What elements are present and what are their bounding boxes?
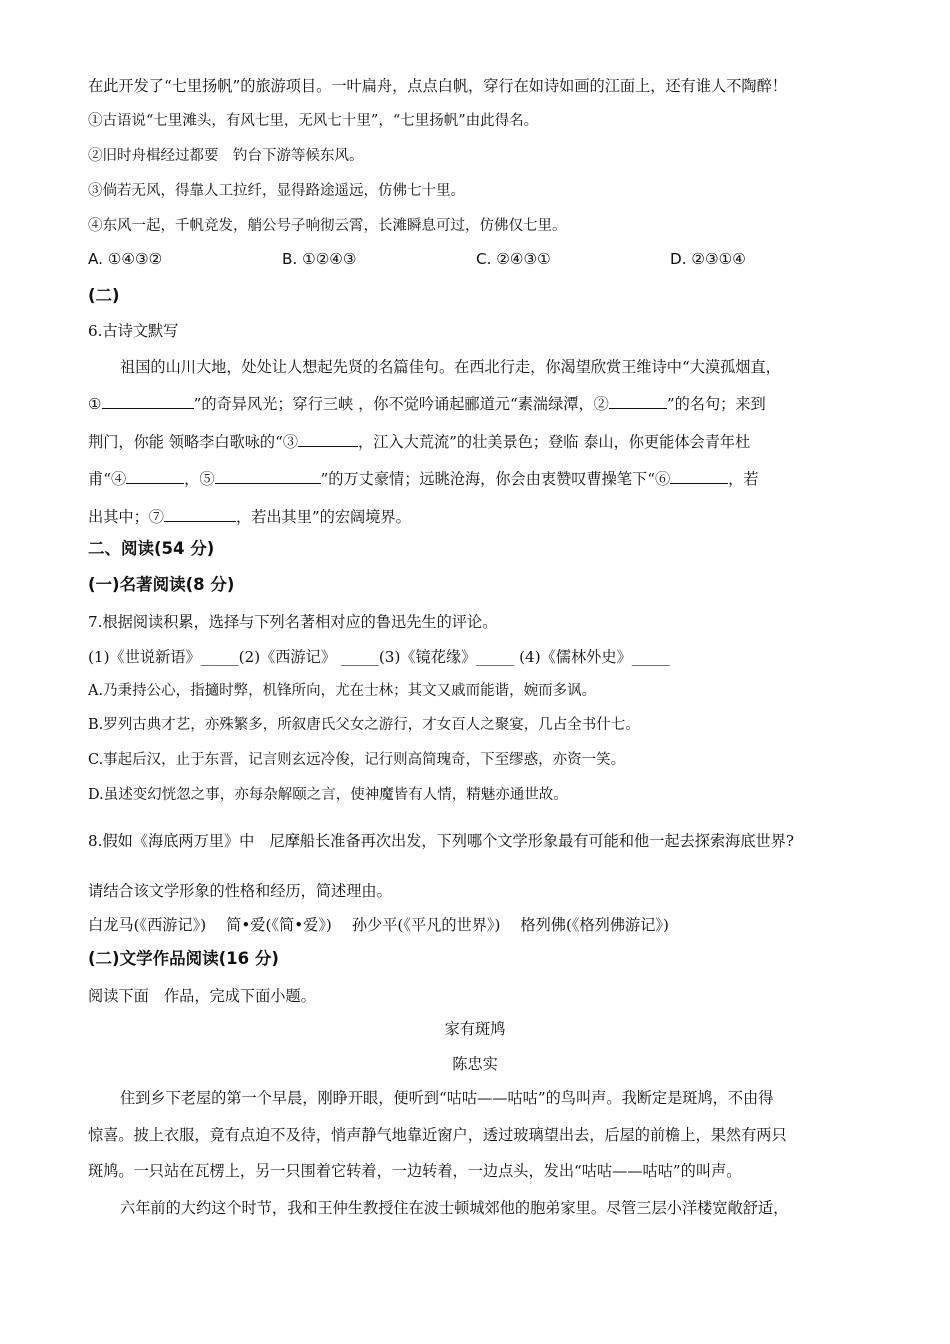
q8-choices: 白龙马(《西游记》) 简•爱(《简•爱》) 孙少平(《平凡的世界》) 格列佛(《格列佛游记》) [88,916,669,934]
q5-option-b: B. ①②④③ [282,250,357,268]
article-title: 家有斑鸠 [444,1020,506,1038]
q7-option-b: B.罗列古典才艺，亦殊繁多，所叙唐氏父女之游行，才女百人之聚宴，几占全书什七。 [88,717,640,733]
q6-line-2: ① ”的奇异风光；穿行三峡 ，你不觉吟诵起郦道元“素湍绿潭，② ”的名句；来到 [88,392,766,415]
blank-3-label: ③ [282,433,299,451]
q5-option-a: A. ①④③② [88,250,163,268]
section-two-heading: (二) [88,286,120,305]
section-literary-heading: (二)文学作品阅读(16 分) [88,949,279,968]
q6-title: 6.古诗文默写 [88,322,179,340]
blank-3[interactable] [298,430,358,447]
q7-option-c: C.事起后汉，止于东晋，记言则玄远冷俊，记行则高简瑰奇，下至缪惑，亦资一笑。 [88,752,626,768]
blank-5-label: ⑤ [199,470,215,488]
blank-7-label: ⑦ [148,508,164,526]
q5-sentence-4: ④东风一起，千帆竞发，艄公号子响彻云霄，长滩瞬息可过，仿佛仅七里。 [88,218,567,234]
section-reading-heading: 二、阅读(54 分) [88,539,215,558]
article-author: 陈忠实 [452,1055,498,1073]
article-p1-line-3: 斑鸠。一只站在瓦楞上，另一只围着它转着，一边转着，一边点头，发出“咕咕——咕咕”的叫声。 [88,1162,742,1180]
q7-title: 7.根据阅读积累，选择与下列名著相对应的鲁迅先生的评论。 [88,613,498,631]
q7-option-d: D.虽述变幻恍忽之事，亦每杂解颐之言，使神魔皆有人情，精魅亦通世故。 [88,787,568,803]
article-p1-line-2: 惊喜。披上衣服，竟有点迫不及待，悄声静气地靠近窗户，透过玻璃望出去，后屋的前檐上，果然有两只 [88,1126,787,1144]
q6-line-3: 荆门，你能 领略李白歌咏的“③ ，江入大荒流”的壮美景色；登临 泰山，你更能体会青年杜 [88,430,750,453]
blank-1[interactable] [102,392,194,409]
q5-sentence-3: ③倘若无风，得靠人工拉纤，显得路途遥远，仿佛七十里。 [88,183,465,199]
blank-5[interactable] [215,467,321,484]
article-p2-line-1: 六年前的大约这个时节，我和王仲生教授住在波士顿城郊他的胞弟家里。尽管三层小洋楼宽敞舒适， [120,1199,789,1217]
blank-4[interactable] [126,467,184,484]
q5-sentence-1: ①古语说“七里滩头，有风七里，无风七十里”，“七里扬帆”由此得名。 [88,113,539,129]
q7-option-a: A.乃秉持公心，指擿时弊，机锋所向，尤在士林；其文又戚而能谐，婉而多讽。 [88,683,597,699]
blank-6-label: ⑥ [654,470,671,488]
reading-instruction: 阅读下面 作品，完成下面小题。 [88,987,316,1005]
q6-line-4: 甫“④ ，⑤ ”的万丈豪情；远眺沧海，你会由衷赞叹曹操笔下“⑥ ，若 [88,467,759,490]
q6-line-1: 祖国的山川大地，处处让人想起先贤的名篇佳句。在西北行走，你渴望欣赏王维诗中“大漠孤烟直， [120,358,781,376]
blank-6[interactable] [670,467,728,484]
q5-option-c: C. ②④③① [476,250,551,268]
q7-items: (1)《世说新语》_____(2)《西游记》 _____(3)《镜花缘》_____ (4)《儒林外史》_____ [88,648,670,666]
q6-line-5: 出其中；⑦ ，若出其里”的宏阔境界。 [88,505,411,528]
blank-7[interactable] [164,505,236,522]
blank-1-label: ① [88,395,102,413]
q5-option-d: D. ②③①④ [670,250,746,268]
q5-intro: 在此开发了“七里扬帆”的旅游项目。一叶扁舟，点点白帆，穿行在如诗如画的江面上，还有谁人不陶醉！ [88,77,787,95]
article-p1-line-1: 住到乡下老屋的第一个早晨，刚睁开眼，便听到“咕咕——咕咕”的鸟叫声。我断定是斑鸠，不由得 [120,1089,774,1107]
section-classics-heading: (一)名著阅读(8 分) [88,575,235,594]
q5-sentence-2: ②旧时舟楫经过都要 钓台下游等候东风。 [88,148,364,164]
q8-sub: 请结合该文学形象的性格和经历，简述理由。 [88,882,392,900]
q8-title: 8.假如《海底两万里》中 尼摩船长准备再次出发，下列哪个文学形象最有可能和他一起去探索海底世界? [88,832,795,850]
blank-2-label: ② [593,395,609,413]
blank-2[interactable] [609,392,667,409]
